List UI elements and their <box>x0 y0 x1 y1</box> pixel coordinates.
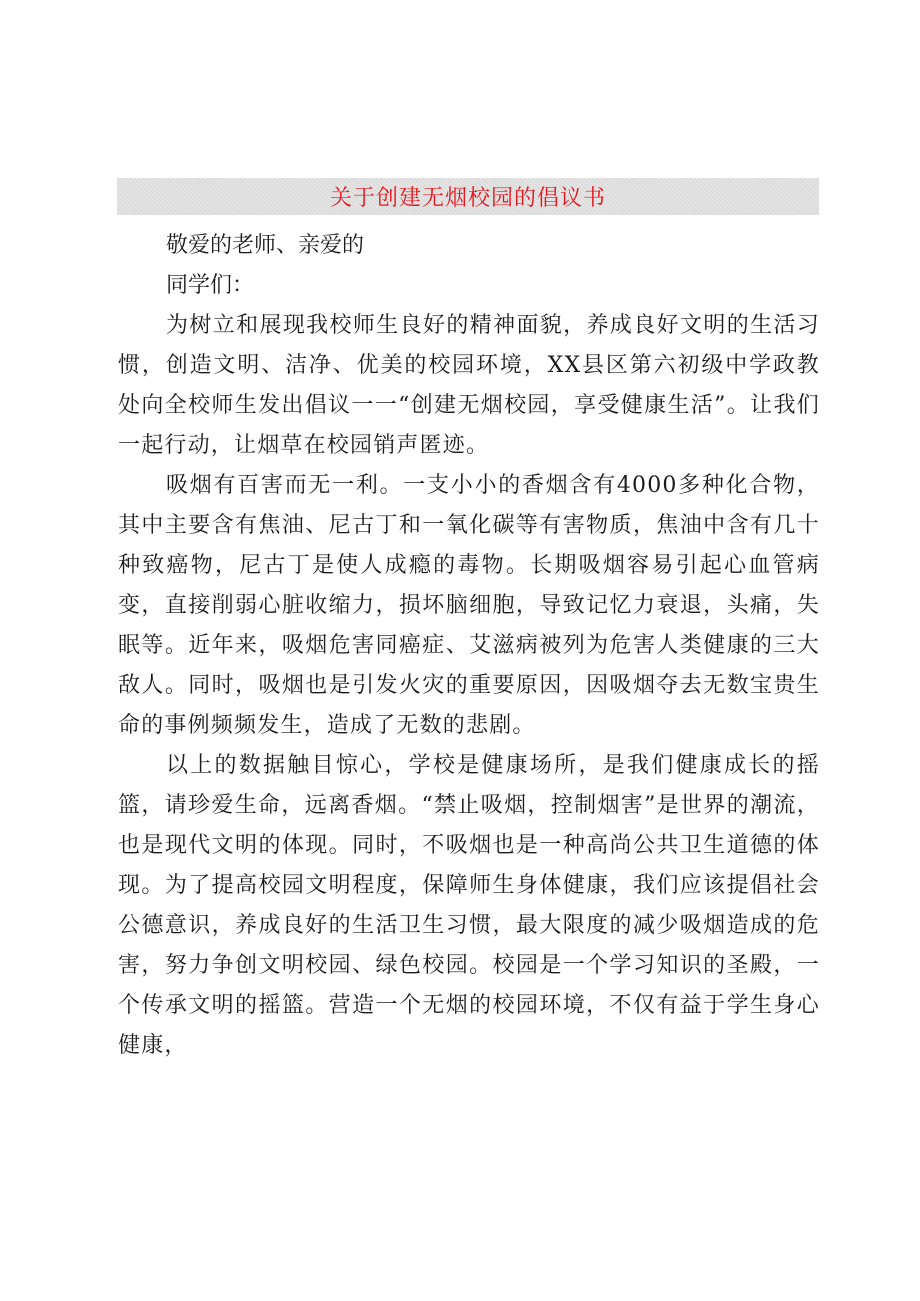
title-banner <box>117 178 819 215</box>
paragraph-2: 吸烟有百害而无一利。一支小小的香烟含有4000多种化合物，其中主要含有焦油、尼古丁和一氧化碳等有害物质，焦油中含有几十种致癌物，尼古丁是使人成瘾的毒物。长期吸烟容易引起心血管病变，直接削弱心脏收缩力，损坏脑细胞，导致记忆力衰退，头痛，失眠等。近年来，吸烟危害同癌症、艾滋病被列为危害人类健康的三大敌人。同时，吸烟也是引发火灾的重要原因，因吸烟夺去无数宝贵生命的事例频频发生，造成了无数的悲剧。 <box>118 473 820 738</box>
paragraph-3: 以上的数据触目惊心，学校是健康场所，是我们健康成长的摇篮，请珍爱生命，远离香烟。“禁止吸烟，控制烟害”是世界的潮流，也是现代文明的体现。同时，不吸烟也是一种高尚公共卫生道德的体现。为了提高校园文明程度，保障师生身体健康，我们应该提倡社会公德意识，养成良好的生活卫生习惯，最大限度的减少吸烟造成的危害，努力争创文明校园、绿色校园。校园是一个学习知识的圣殿，一个传承文明的摇篮。营造一个无烟的校园环境，不仅有益于学生身心健康， <box>118 753 820 1058</box>
paragraph-1: 为树立和展现我校师生良好的精神面貌，养成良好文明的生活习惯，创造文明、洁净、优美的校园环境，XX县区第六初级中学政教处向全校师生发出倡议一一“创建无烟校园，享受健康生活”。让我们一起行动，让烟草在校园销声匿迹。 <box>118 313 820 458</box>
document-title: 关于创建无烟校园的倡议书 <box>329 186 606 211</box>
document-body <box>118 226 820 1066</box>
salutation-line-1: 敬爱的老师、亲爱的 <box>166 233 365 258</box>
salutation-line-2: 同学们： <box>166 273 255 298</box>
